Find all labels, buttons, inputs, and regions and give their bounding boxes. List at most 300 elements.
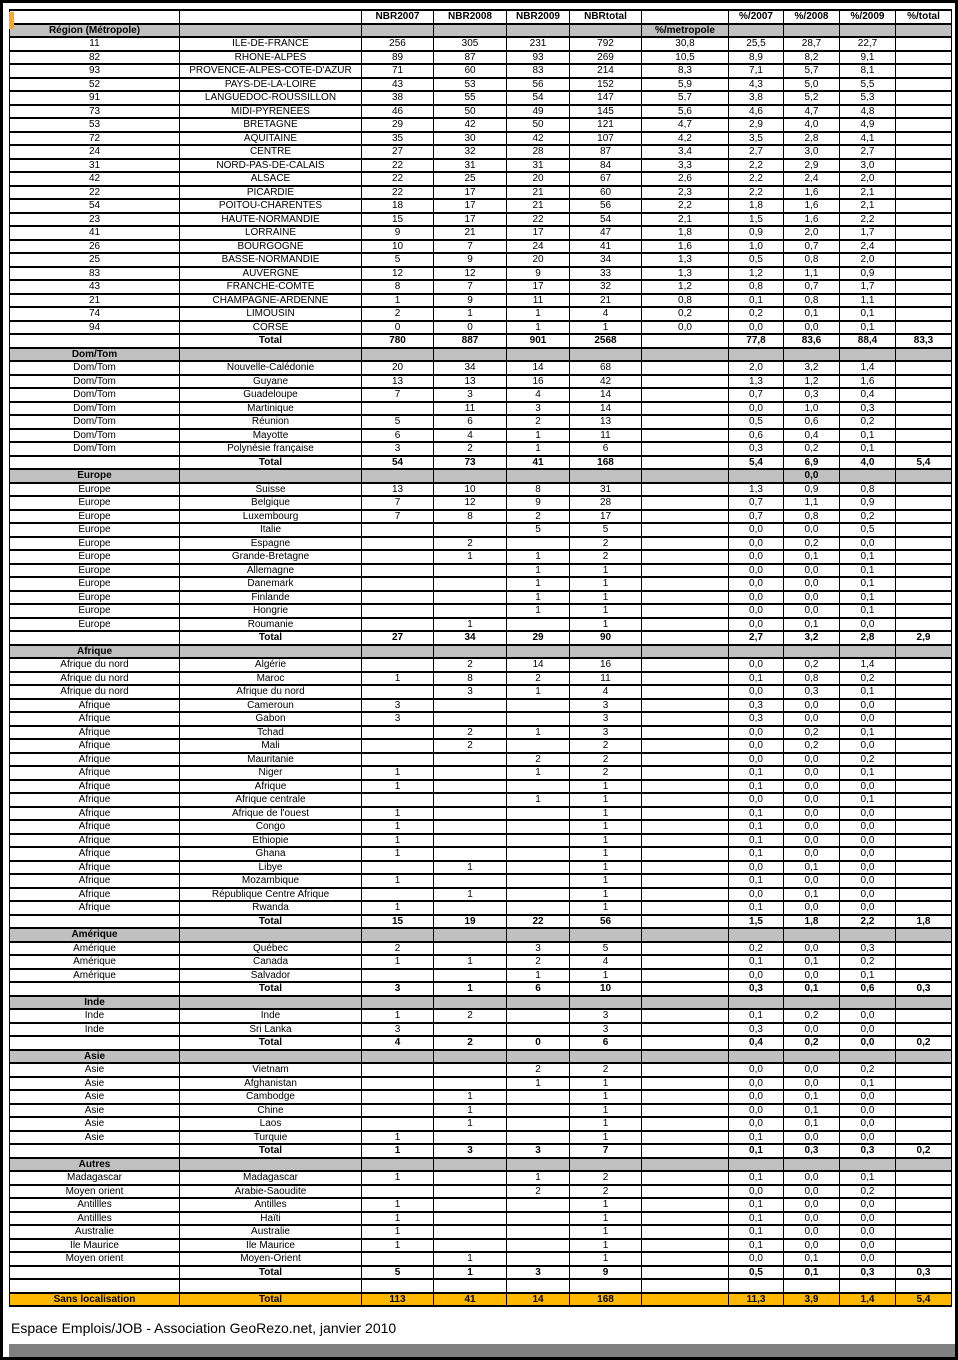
cell: Asie <box>10 1104 180 1118</box>
cell: 0,0 <box>784 807 840 821</box>
cell: 1 <box>507 766 570 780</box>
cell: Espagne <box>180 537 362 551</box>
cell: 2 <box>362 942 434 956</box>
data-row <box>10 1252 952 1266</box>
cell <box>642 1036 729 1050</box>
cell: 2,2 <box>642 199 729 213</box>
cell <box>507 1158 570 1172</box>
cell: 1 <box>507 307 570 321</box>
cell <box>642 753 729 767</box>
cell <box>896 739 952 753</box>
data-row <box>10 577 952 591</box>
cell <box>434 766 507 780</box>
cell: 0,0 <box>729 604 784 618</box>
cell: 3 <box>570 1009 642 1023</box>
cell <box>434 348 507 362</box>
cell: 7 <box>362 388 434 402</box>
cell: CHAMPAGNE-ARDENNE <box>180 294 362 308</box>
cell: 5,0 <box>784 78 840 92</box>
cell <box>642 361 729 375</box>
cell: 1 <box>507 969 570 983</box>
cell <box>362 726 434 740</box>
cell: 68 <box>570 361 642 375</box>
cell: 0,0 <box>729 969 784 983</box>
cell: 0,0 <box>784 699 840 713</box>
cell: 1,8 <box>896 915 952 929</box>
cell <box>180 1158 362 1172</box>
cell: 0,0 <box>784 766 840 780</box>
cell: 6 <box>362 429 434 443</box>
cell: Dom/Tom <box>10 388 180 402</box>
cell <box>642 766 729 780</box>
cell <box>507 1239 570 1253</box>
cell: AQUITAINE <box>180 132 362 146</box>
cell: 83,3 <box>896 334 952 348</box>
cell: HAUTE-NORMANDIE <box>180 213 362 227</box>
cell: 94 <box>10 321 180 335</box>
cell: 4 <box>570 307 642 321</box>
cell: 0,5 <box>729 1266 784 1280</box>
cell: 113 <box>362 1293 434 1307</box>
cell: 2 <box>434 1036 507 1050</box>
cell: 2,2 <box>729 159 784 173</box>
cell: 145 <box>570 105 642 119</box>
data-row <box>10 118 952 132</box>
cell: 0,0 <box>784 591 840 605</box>
cell <box>896 172 952 186</box>
cell <box>896 793 952 807</box>
cell: 0,8 <box>729 280 784 294</box>
data-row <box>10 78 952 92</box>
bottom-scroll-bar <box>9 1344 955 1357</box>
cell <box>434 834 507 848</box>
cell <box>642 442 729 456</box>
cell: 9 <box>507 267 570 281</box>
cell: FRANCHE-COMTE <box>180 280 362 294</box>
cell: 18 <box>362 199 434 213</box>
cell: 17 <box>434 199 507 213</box>
cell: 1 <box>570 1090 642 1104</box>
cell: 1 <box>570 847 642 861</box>
cell: 0,0 <box>729 739 784 753</box>
cell: 0,0 <box>729 1104 784 1118</box>
cell: 50 <box>507 118 570 132</box>
cell <box>507 861 570 875</box>
cell: 22 <box>362 172 434 186</box>
cell: Amérique <box>10 928 180 942</box>
cell: 3 <box>434 685 507 699</box>
cell: 0,0 <box>840 1252 896 1266</box>
cell: 1 <box>434 888 507 902</box>
cell: Afrique <box>10 780 180 794</box>
cell: Dom/Tom <box>10 348 180 362</box>
cell: 0,2 <box>784 1036 840 1050</box>
cell: 56 <box>570 199 642 213</box>
cell: 0,0 <box>784 753 840 767</box>
cell: 0,5 <box>729 253 784 267</box>
cell: 0,0 <box>840 1090 896 1104</box>
cell: 60 <box>570 186 642 200</box>
cell: 4,2 <box>642 132 729 146</box>
cell: 0,1 <box>729 780 784 794</box>
cell: 4,7 <box>784 105 840 119</box>
cell: 0,1 <box>729 1009 784 1023</box>
cell: 0,0 <box>729 564 784 578</box>
cell: 0,0 <box>840 699 896 713</box>
cell: 0,8 <box>784 253 840 267</box>
cell <box>434 1198 507 1212</box>
cell: 0,0 <box>784 780 840 794</box>
cell: 22 <box>10 186 180 200</box>
cell: 0,0 <box>784 1185 840 1199</box>
cell: 1,4 <box>840 361 896 375</box>
cell: 17 <box>434 186 507 200</box>
data-row <box>10 537 952 551</box>
cell: 11 <box>10 37 180 51</box>
cell: 0,0 <box>729 1090 784 1104</box>
column-header <box>10 10 180 24</box>
cell: Total <box>180 334 362 348</box>
cell: 1 <box>362 294 434 308</box>
cell <box>507 348 570 362</box>
cell <box>507 1225 570 1239</box>
cell: 43 <box>10 280 180 294</box>
cell: 10 <box>434 483 507 497</box>
cell <box>362 523 434 537</box>
cell <box>896 226 952 240</box>
cell: 214 <box>570 64 642 78</box>
cell: 0,0 <box>840 1104 896 1118</box>
total-row <box>10 334 952 348</box>
cell: 2 <box>507 415 570 429</box>
cell: 8 <box>434 510 507 524</box>
cell: RHONE-ALPES <box>180 51 362 65</box>
cell: 0,1 <box>729 766 784 780</box>
cell: BOURGOGNE <box>180 240 362 254</box>
cell <box>362 1077 434 1091</box>
data-row <box>10 91 952 105</box>
cell: 10,5 <box>642 51 729 65</box>
cell: 0,1 <box>784 618 840 632</box>
cell: 231 <box>507 37 570 51</box>
cell: 5 <box>570 523 642 537</box>
cell: Europe <box>10 577 180 591</box>
cell: 3,0 <box>840 159 896 173</box>
cell: 0,0 <box>784 1212 840 1226</box>
cell: Guadeloupe <box>180 388 362 402</box>
data-row <box>10 307 952 321</box>
data-row <box>10 1090 952 1104</box>
cell: 0,0 <box>729 1077 784 1091</box>
cell <box>784 24 840 38</box>
cell: 0,2 <box>896 1144 952 1158</box>
cell: Asie <box>10 1077 180 1091</box>
cell: 0,0 <box>784 577 840 591</box>
cell: 2 <box>507 1185 570 1199</box>
cell: 0,8 <box>784 294 840 308</box>
cell: 0,0 <box>729 577 784 591</box>
cell <box>507 739 570 753</box>
data-row <box>10 64 952 78</box>
cell: Libye <box>180 861 362 875</box>
cell: 2,2 <box>840 213 896 227</box>
cell <box>362 645 434 659</box>
cell <box>507 1198 570 1212</box>
cell: 0,0 <box>784 712 840 726</box>
cell: 1 <box>570 321 642 335</box>
data-row <box>10 1077 952 1091</box>
cell <box>729 928 784 942</box>
cell: 2,1 <box>840 186 896 200</box>
cell: 16 <box>570 658 642 672</box>
cell: 53 <box>434 78 507 92</box>
cell: Inde <box>10 1023 180 1037</box>
section-row <box>10 1158 952 1172</box>
cell <box>642 1009 729 1023</box>
cell: 0,1 <box>840 969 896 983</box>
cell: 0,1 <box>729 1239 784 1253</box>
cell: Dom/Tom <box>10 429 180 443</box>
cell <box>362 24 434 38</box>
cell <box>642 1063 729 1077</box>
cell <box>642 1239 729 1253</box>
cell <box>896 1009 952 1023</box>
cell <box>642 942 729 956</box>
cell: Inde <box>10 996 180 1010</box>
cell: 0,9 <box>729 226 784 240</box>
cell: 0,2 <box>729 307 784 321</box>
cell: 2 <box>507 1063 570 1077</box>
cell <box>896 1023 952 1037</box>
data-row <box>10 510 952 524</box>
cell: 4,8 <box>840 105 896 119</box>
cell: 1 <box>570 1131 642 1145</box>
cell <box>434 1063 507 1077</box>
footer-caption: Espace Emplois/JOB - Association GeoRezo.net, janvier 2010 <box>11 1320 397 1336</box>
cell: 2,7 <box>729 145 784 159</box>
cell <box>362 1252 434 1266</box>
cell: 2,8 <box>784 132 840 146</box>
cell: 0,0 <box>729 402 784 416</box>
cell: 13 <box>362 375 434 389</box>
cell <box>642 915 729 929</box>
cell <box>642 483 729 497</box>
cell <box>896 280 952 294</box>
cell: 5,3 <box>840 91 896 105</box>
cell: 0,0 <box>840 874 896 888</box>
cell: 2,0 <box>784 226 840 240</box>
section-row <box>10 469 952 483</box>
cell: 4 <box>362 1036 434 1050</box>
cell: 0,1 <box>840 550 896 564</box>
cell: 1 <box>362 672 434 686</box>
cell: 1 <box>362 807 434 821</box>
cell <box>729 1279 784 1293</box>
cell <box>896 699 952 713</box>
cell: 23 <box>10 213 180 227</box>
cell <box>729 469 784 483</box>
data-row <box>10 294 952 308</box>
data-row <box>10 267 952 281</box>
data-row <box>10 253 952 267</box>
cell <box>896 496 952 510</box>
cell <box>570 469 642 483</box>
cell <box>570 928 642 942</box>
cell <box>362 969 434 983</box>
cell: 5,5 <box>840 78 896 92</box>
cell: 0,2 <box>729 942 784 956</box>
cell: 93 <box>10 64 180 78</box>
cell: 0,3 <box>784 685 840 699</box>
cell <box>362 1279 434 1293</box>
cell <box>840 1279 896 1293</box>
cell: 1 <box>570 591 642 605</box>
cell: 1 <box>507 793 570 807</box>
cell: 0,1 <box>729 1198 784 1212</box>
cell: 1 <box>434 1117 507 1131</box>
cell: 0,0 <box>840 1131 896 1145</box>
cell: 1,4 <box>840 1293 896 1307</box>
cell: Ile Maurice <box>10 1239 180 1253</box>
cell: Ethiopie <box>180 834 362 848</box>
cell: 1,0 <box>729 240 784 254</box>
cell: 9 <box>434 294 507 308</box>
cell <box>642 537 729 551</box>
cell: 0,9 <box>784 483 840 497</box>
cell: Nouvelle-Calédonie <box>180 361 362 375</box>
cell: 0,2 <box>840 1185 896 1199</box>
cell: 10 <box>362 240 434 254</box>
cell <box>362 861 434 875</box>
cell: 3 <box>507 942 570 956</box>
data-row <box>10 442 952 456</box>
cell <box>729 1158 784 1172</box>
column-header: %/2007 <box>729 10 784 24</box>
cell <box>362 793 434 807</box>
cell: AUVERGNE <box>180 267 362 281</box>
cell: 1 <box>507 604 570 618</box>
data-row <box>10 969 952 983</box>
cell: 0,0 <box>784 469 840 483</box>
cell <box>840 469 896 483</box>
cell <box>896 807 952 821</box>
cell <box>362 753 434 767</box>
cell: 73 <box>10 105 180 119</box>
cell <box>434 820 507 834</box>
cell <box>642 645 729 659</box>
cell: Afrique <box>10 807 180 821</box>
cell: 2 <box>434 726 507 740</box>
data-row <box>10 955 952 969</box>
cell <box>507 1279 570 1293</box>
cell: 1 <box>507 442 570 456</box>
cell: 0,1 <box>840 685 896 699</box>
cell: 13 <box>362 483 434 497</box>
cell <box>362 469 434 483</box>
cell <box>180 24 362 38</box>
cell <box>896 307 952 321</box>
cell: 83,6 <box>784 334 840 348</box>
cell: 2,9 <box>896 631 952 645</box>
cell: Chine <box>180 1104 362 1118</box>
cell: 25 <box>434 172 507 186</box>
cell <box>642 334 729 348</box>
cell: 0,0 <box>729 888 784 902</box>
cell: 20 <box>362 361 434 375</box>
cell <box>896 564 952 578</box>
cell: 34 <box>434 631 507 645</box>
cell: Finlande <box>180 591 362 605</box>
data-row <box>10 415 952 429</box>
cell <box>896 1117 952 1131</box>
cell: 0,1 <box>840 1171 896 1185</box>
cell <box>896 1131 952 1145</box>
cell: 0,2 <box>784 739 840 753</box>
cell: 0,1 <box>729 834 784 848</box>
cell: 1 <box>507 577 570 591</box>
cell: 0,1 <box>729 294 784 308</box>
cell <box>896 37 952 51</box>
cell: 12 <box>434 496 507 510</box>
cell <box>642 496 729 510</box>
cell <box>896 1239 952 1253</box>
cell: 2,2 <box>729 172 784 186</box>
cell: 0,0 <box>729 658 784 672</box>
cell <box>896 348 952 362</box>
cell: Moyen orient <box>10 1185 180 1199</box>
cell: 30,8 <box>642 37 729 51</box>
cell <box>362 348 434 362</box>
cell: 6,9 <box>784 456 840 470</box>
cell <box>362 1117 434 1131</box>
cell: 5,9 <box>642 78 729 92</box>
cell: 2,3 <box>642 186 729 200</box>
cell: Total <box>180 1293 362 1307</box>
cell: 13 <box>570 415 642 429</box>
cell: 1 <box>434 1104 507 1118</box>
cell <box>507 1104 570 1118</box>
data-row <box>10 226 952 240</box>
cell <box>642 699 729 713</box>
cell: 1 <box>570 834 642 848</box>
cell <box>896 51 952 65</box>
cell: 0,1 <box>840 726 896 740</box>
cell: Grande-Bretagne <box>180 550 362 564</box>
cell: 0,2 <box>784 1009 840 1023</box>
cell: Afrique du nord <box>180 685 362 699</box>
cell <box>642 1171 729 1185</box>
cell: Antillles <box>10 1198 180 1212</box>
cell: NORD-PAS-DE-CALAIS <box>180 159 362 173</box>
data-row <box>10 874 952 888</box>
cell: 88,4 <box>840 334 896 348</box>
cell: 0,1 <box>840 429 896 443</box>
cell: 8 <box>434 672 507 686</box>
cell: Dom/Tom <box>10 361 180 375</box>
cell: 14 <box>507 658 570 672</box>
cell: 0,3 <box>840 942 896 956</box>
cell: Asie <box>10 1117 180 1131</box>
cell <box>896 483 952 497</box>
cell: 38 <box>362 91 434 105</box>
data-row <box>10 699 952 713</box>
cell <box>642 861 729 875</box>
cell: 3 <box>362 712 434 726</box>
cell: Madagascar <box>180 1171 362 1185</box>
cell <box>784 1158 840 1172</box>
cell: 0,0 <box>784 564 840 578</box>
cell: Turquie <box>180 1131 362 1145</box>
